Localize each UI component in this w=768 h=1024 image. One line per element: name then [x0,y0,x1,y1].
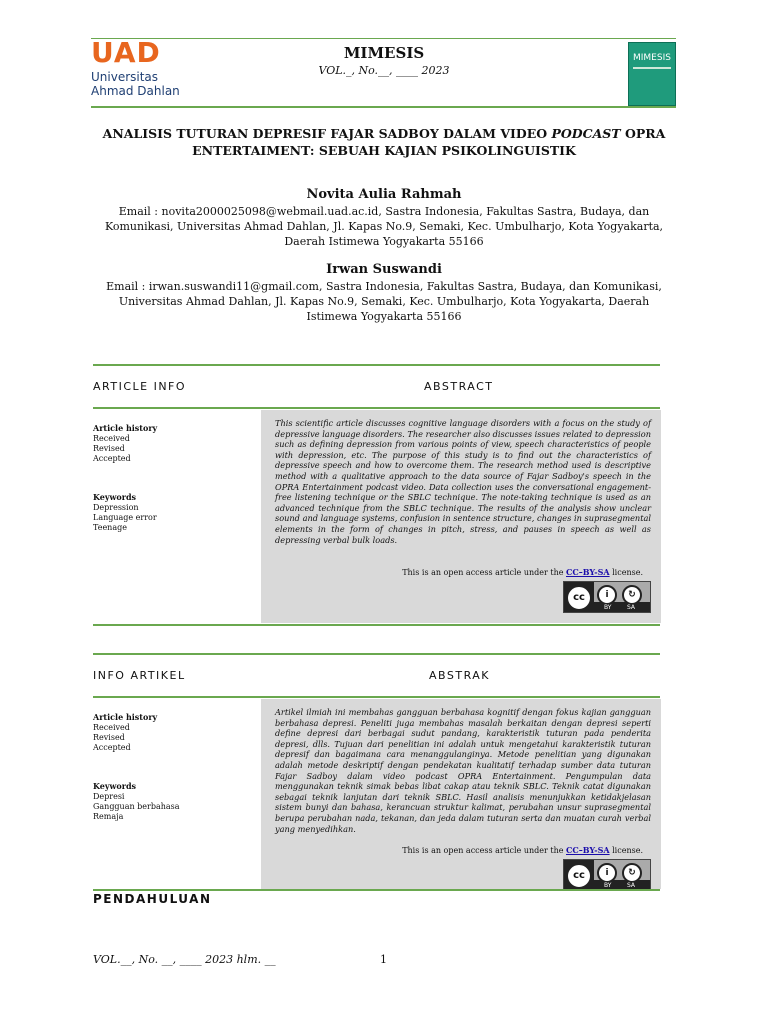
pendahuluan-heading: PENDAHULUAN [93,892,212,906]
abstrak-text: Artikel ilmiah ini membahas gangguan berbahasa kognitif dengan fokus kajian gangguan berbahasa depresi. Peneliti juga membahas masalah berkaitan dengan depresi seperti define depresi dari berbagai sudut pandang, karakteristik tuturan pada penderita depresi, dlls. Tujuan dari penelitian ini adalah untuk mengetahui karakteristik tuturan depresif dan bagaimana cara menanggulanginya. Metode penelitian yang digunakan adalah metode deskriptif dengan pendekatan kualitatif terhadap sumber data tuturan Fajar Sadboy dalam video podcast OPRA Entertainment. Pengumpulan data menggunakan teknik simak bebas libat cakap atau teknik SBLC. Teknik catat digunakan sebagai teknik lanjutan dari teknik SBLC. Hasil analisis menunjukkan ketidakjelasan sistem bunyi dan bahasa, kerancuan struktur kalimat, perubahan unsur suprasegmental berupa perubahan nada, tekanan, dan jeda dalam tuturan serta dan muatan curah verbal yang menyedihkan. [275,707,651,834]
sa-share-icon: ↻ [622,585,642,605]
section-rule [93,653,660,655]
section-rule [93,407,660,409]
section-rule [93,696,660,698]
section-rule [93,889,660,891]
article-history: Article history Received Revised Accepted [93,423,158,463]
author-name: Irwan Suswandi [326,262,442,277]
info-artikel-heading: INFO ARTIKEL [93,669,186,682]
article-title: ANALISIS TUTURAN DEPRESIF FAJAR SADBOY DALAM VIDEO PODCAST OPRA ENTERTAIMENT: SEBUAH KAJIAN PSIKOLINGUISTIK [102,126,666,158]
abstract-heading: ABSTRACT [424,380,494,393]
cc-icon: cc [566,863,592,889]
abstract-box [261,410,661,623]
journal-title: MIMESIS [343,44,425,62]
page-number: 1 [380,953,387,966]
university-name: Universitas Ahmad Dahlan [91,70,180,98]
header-top-rule [91,38,676,39]
abstrak-box [261,699,661,889]
license-link[interactable]: CC–BY-SA [566,845,610,855]
journal-volume: VOL._, No.__, ____ 2023 [318,64,450,77]
section-rule [93,364,660,366]
by-person-icon: i [597,585,617,605]
journal-cover-image: MIMESIS [628,42,676,106]
abstrak-heading: ABSTRAK [429,669,491,682]
keywords-list: Keywords Depression Language error Teenage [93,492,157,532]
author-name: Novita Aulia Rahmah [306,187,462,202]
license-note: This is an open access article under the CC–BY-SA license. [402,567,643,577]
author-affiliation: Email : irwan.suswandi11@gmail.com, Sastra Indonesia, Fakultas Sastra, Budaya, dan Komunikasi, Universitas Ahmad Dahlan, Jl. Kapas No.9, Semaki, Kec. Umbulharjo, Kota Yogyakarta, Daerah Istimewa Yogyakarta 55166 [106,280,662,323]
abstract-text: This scientific article discusses cognitive language disorders with a focus on the study of depressive language disorders. The researcher also discusses issues related to depression such as defining depression from various points of view, speech characteristics of people with depression, etc. The purpose of this study is to find out the characteristics of depressive speech and how to overcome them. The research method used is descriptive method with a qualitative approach to the data source of Fajar Sadboy's speech in the OPRA Entertainment podcast video. Data collection uses the conversational engagement-free listening technique or the SBLC technique. The note-taking technique is used as an advanced technique from the SBLC technique. The results of the analysis show unclear sound and language systems, confusion in sentence structure, changes in suprasegmental elements in the form of changes in pitch, stress, and pauses in speech as well as depressing verbal bulk loads. [275,418,651,545]
license-link[interactable]: CC–BY-SA [566,567,610,577]
by-person-icon: i [597,863,617,883]
author-affiliation: Email : novita2000025098@webmail.uad.ac.id, Sastra Indonesia, Fakultas Sastra, Budaya, dan Komunikasi, Universitas Ahmad Dahlan, Jl. Kapas No.9, Semaki, Kec. Umbulharjo, Kota Yogyakarta, Daerah Istimewa Yogyakarta 55166 [104,205,664,248]
footer-volume: VOL.__, No. __, ____ 2023 hlm. __ [93,953,276,966]
article-history: Article history Received Revised Accepted [93,712,158,752]
sa-share-icon: ↻ [622,863,642,883]
article-info-heading: ARTICLE INFO [93,380,187,393]
cc-by-sa-badge[interactable]: cc i ↻ BY SA [563,581,651,613]
cc-icon: cc [566,585,592,611]
header-bottom-rule [91,106,676,108]
license-note: This is an open access article under the CC–BY-SA license. [402,845,643,855]
university-logo: UAD [91,36,161,69]
section-rule [93,624,660,626]
keywords-list: Keywords Depresi Gangguan berbahasa Remaja [93,781,180,821]
cc-by-sa-badge[interactable]: cc i ↻ BY SA [563,859,651,891]
